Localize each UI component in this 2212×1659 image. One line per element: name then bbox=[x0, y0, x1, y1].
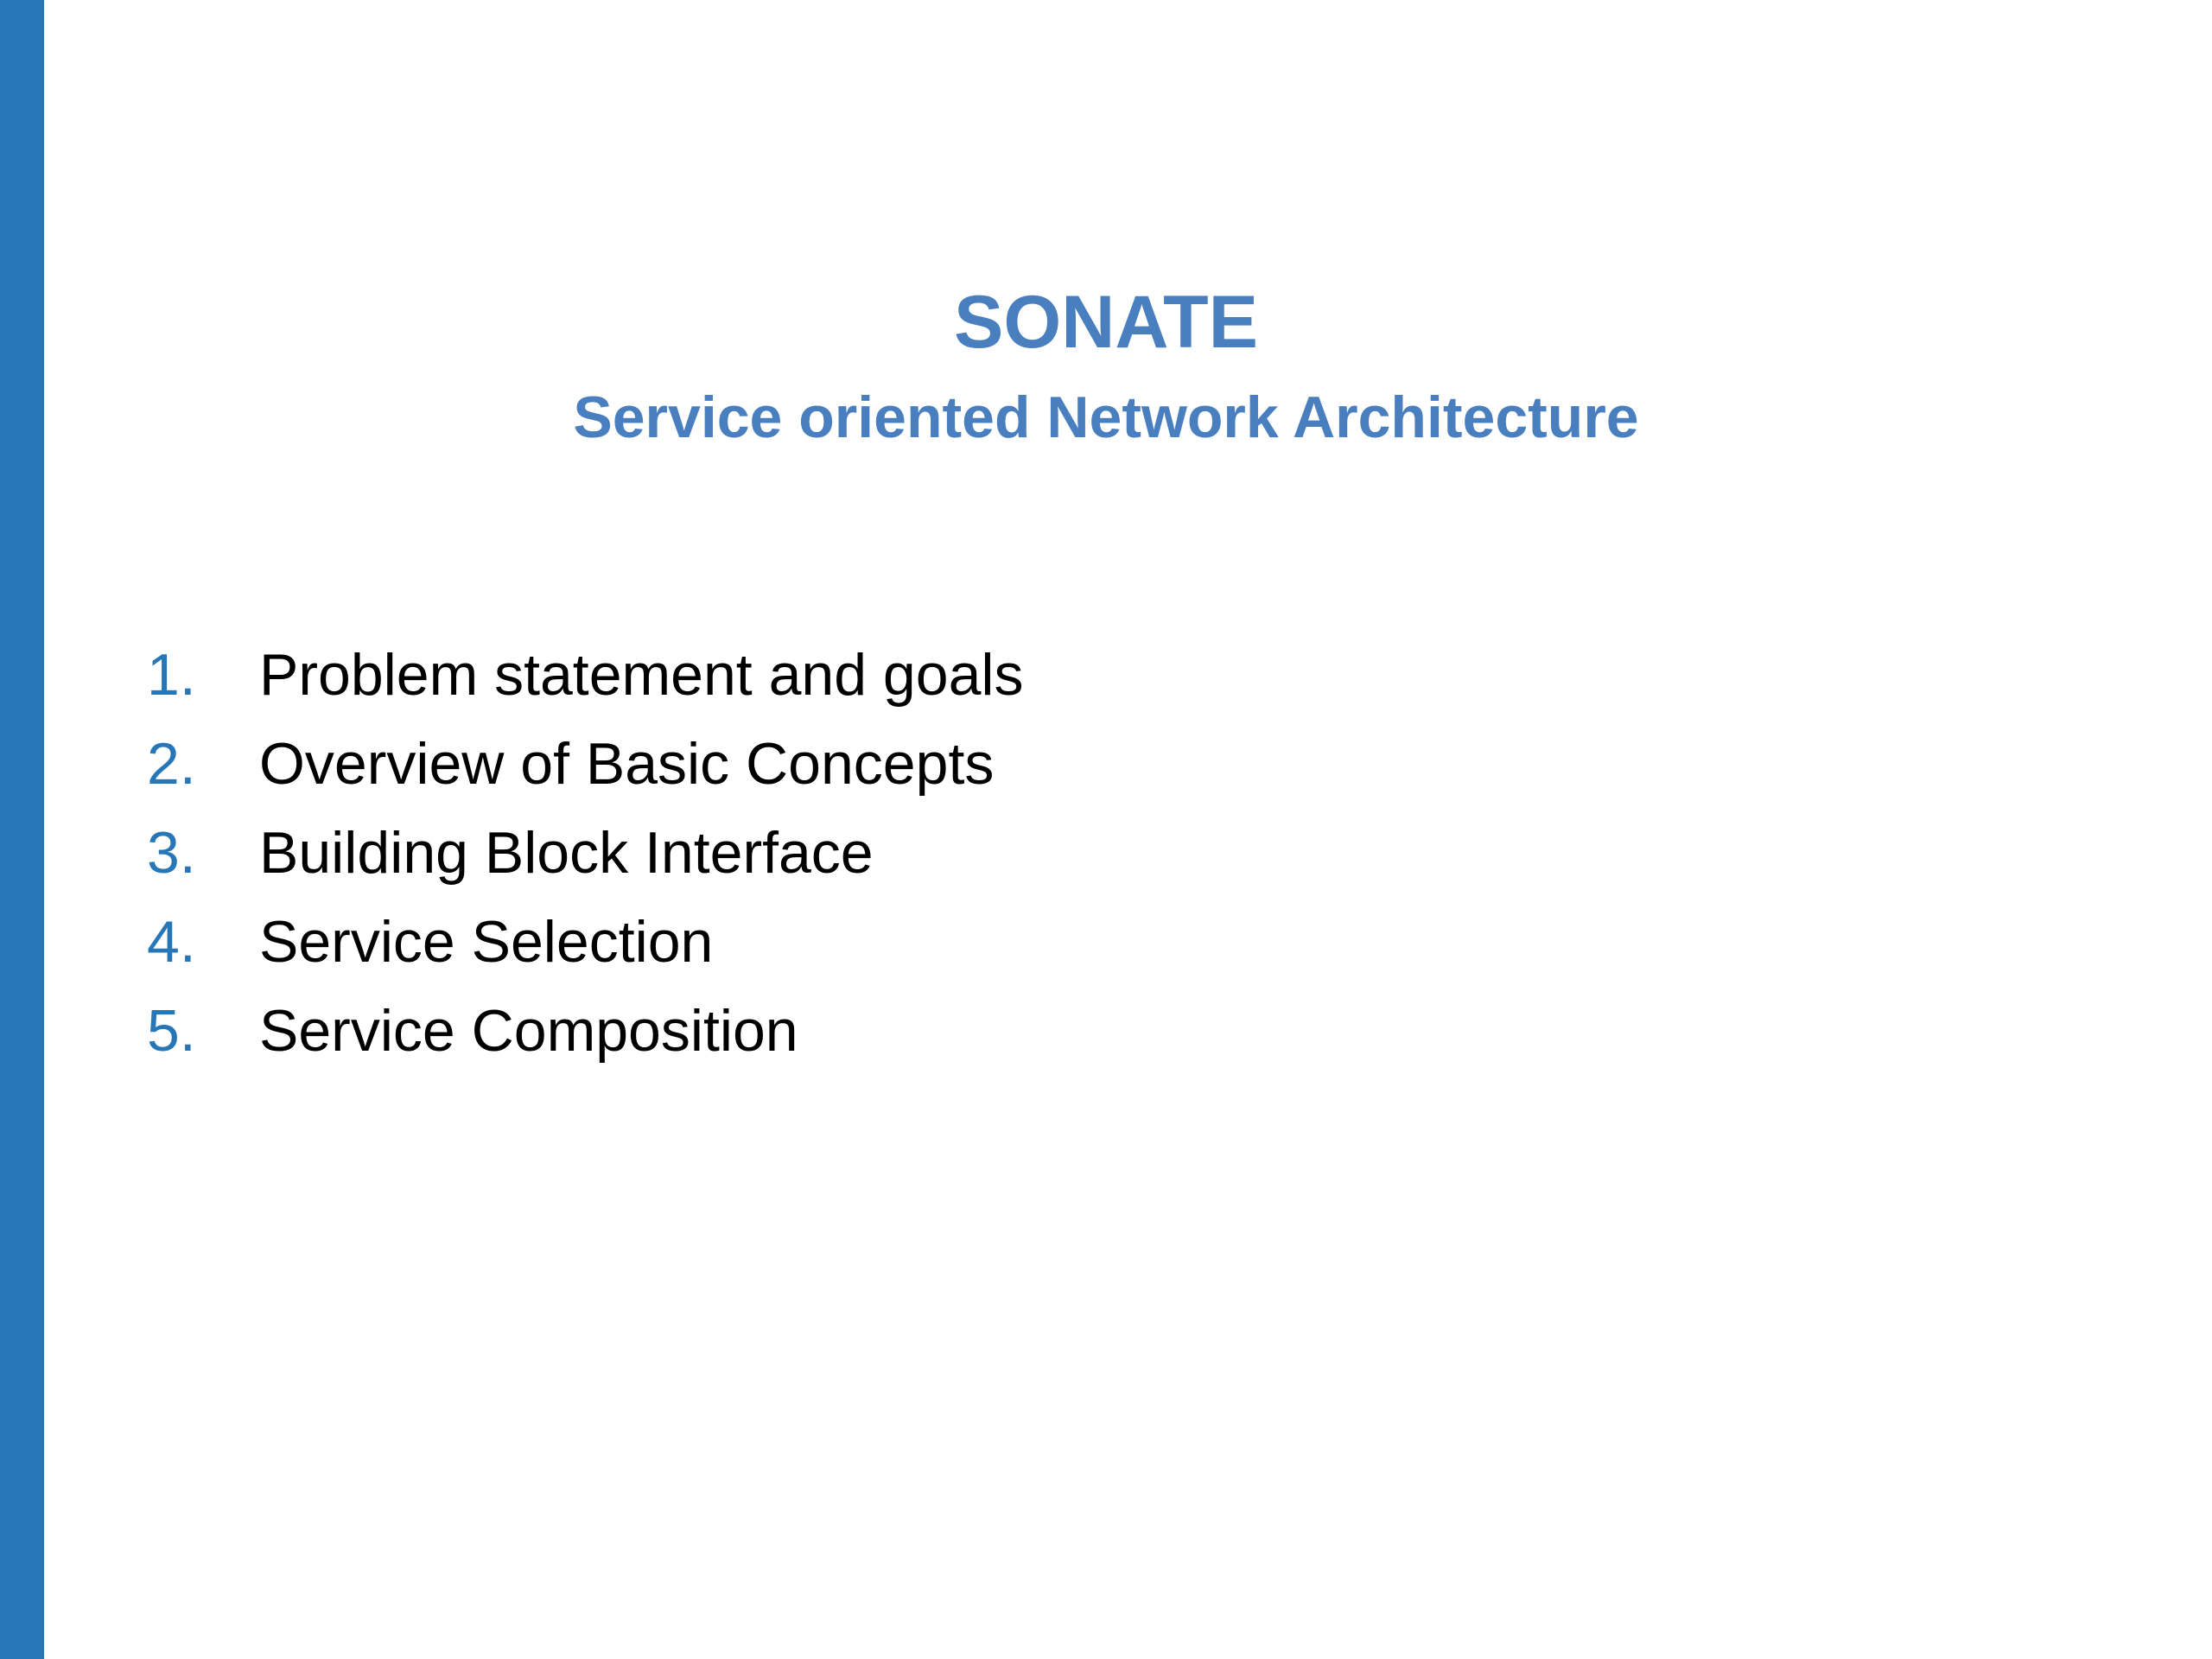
agenda-item bbox=[147, 720, 1024, 809]
agenda-item-text: Building Block Interface bbox=[259, 820, 874, 886]
agenda-item-number: 4. bbox=[147, 909, 196, 975]
slide-subtitle: Service oriented Network Architecture bbox=[573, 385, 1639, 450]
agenda-item-number: 2. bbox=[147, 731, 196, 797]
agenda-item bbox=[147, 987, 1024, 1076]
agenda-item-text: Problem statement and goals bbox=[259, 642, 1024, 708]
agenda-item-text: Overview of Basic Concepts bbox=[259, 731, 995, 797]
agenda-item-number: 1. bbox=[147, 642, 196, 708]
agenda-item-number: 3. bbox=[147, 820, 196, 886]
left-accent-bar bbox=[0, 0, 44, 1659]
agenda-item bbox=[147, 631, 1024, 720]
agenda-item bbox=[147, 809, 1024, 898]
agenda-item-text: Service Composition bbox=[259, 998, 798, 1064]
agenda-item bbox=[147, 898, 1024, 987]
slide-title: SONATE bbox=[954, 281, 1258, 364]
agenda-item-number: 5. bbox=[147, 998, 196, 1064]
agenda-list bbox=[147, 631, 1024, 1076]
agenda-item-text: Service Selection bbox=[259, 909, 714, 975]
